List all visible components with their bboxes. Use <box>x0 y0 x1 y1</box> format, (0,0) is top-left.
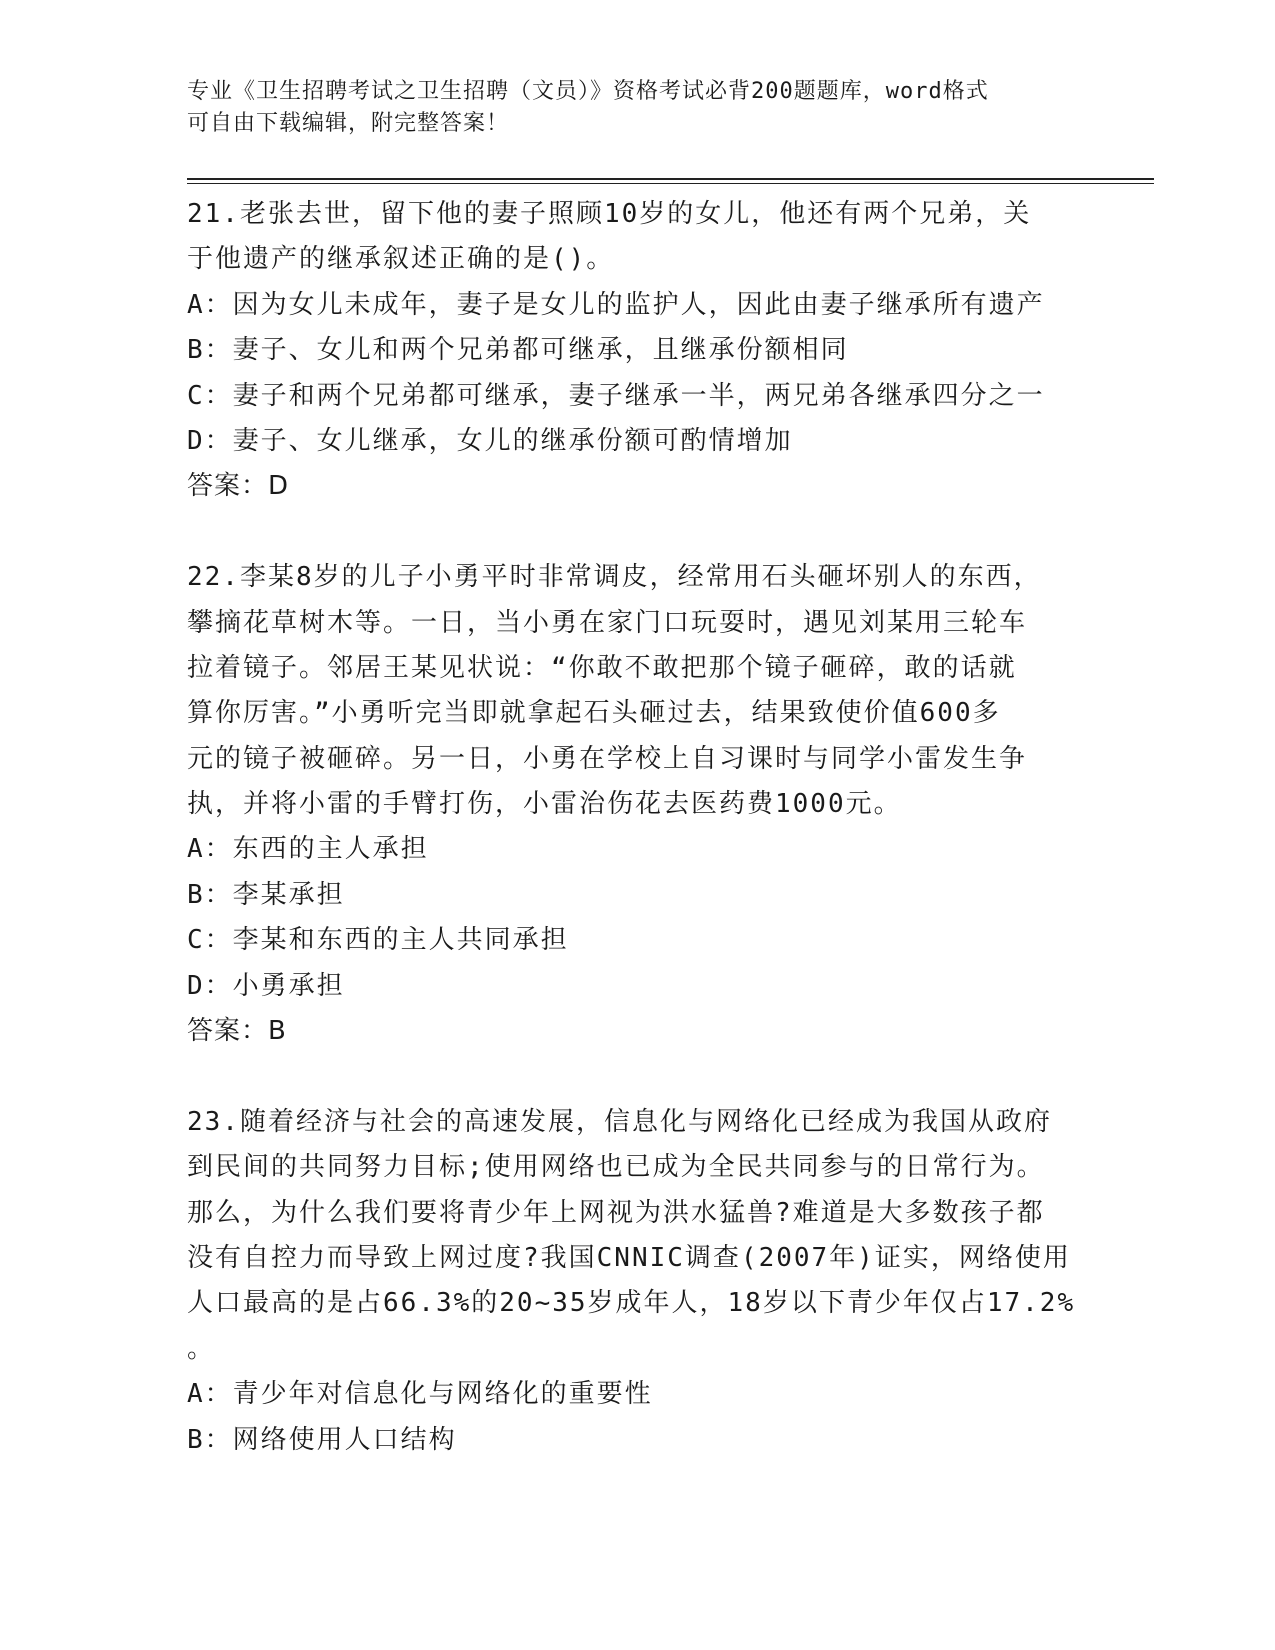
header-divider-thick <box>187 178 1154 180</box>
option-a: A：因为女儿未成年，妻子是女儿的监护人，因此由妻子继承所有遗产 <box>187 289 1045 320</box>
option-c: C：李某和东西的主人共同承担 <box>187 925 569 956</box>
question-22 <box>187 555 1087 1054</box>
question-stem-line: 攀摘花草树木等。一日，当小勇在家门口玩耍时，遇见刘某用三轮车 <box>187 607 1028 638</box>
option-d: D：小勇承担 <box>187 970 345 1001</box>
answer-label: 答案：B <box>187 1016 287 1047</box>
question-23 <box>187 1100 1087 1463</box>
option-a: A：青少年对信息化与网络化的重要性 <box>187 1379 653 1410</box>
question-stem-line: 执，并将小雷的手臂打伤，小雷治伤花去医药费1000元。 <box>187 789 902 820</box>
question-stem-line: 人口最高的是占66.3%的20~35岁成年人，18岁以下青少年仅占17.2% <box>187 1288 1076 1319</box>
question-stem-line: 22.李某8岁的儿子小勇平时非常调皮，经常用石头砸坏别人的东西， <box>187 562 1042 593</box>
header-divider-thin <box>187 183 1154 184</box>
answer-label: 答案：D <box>187 471 290 502</box>
question-stem-line: 21.老张去世，留下他的妻子照顾10岁的女儿，他还有两个兄弟，关 <box>187 199 1032 229</box>
question-stem-line: 算你厉害。”小勇听完当即就拿起石头砸过去，结果致使价值600多 <box>187 698 1001 729</box>
question-stem-line: 那么，为什么我们要将青少年上网视为洪水猛兽?难道是大多数孩子都 <box>187 1197 1045 1228</box>
question-stem-line: 到民间的共同努力目标;使用网络也已成为全民共同参与的日常行为。 <box>187 1152 1045 1183</box>
option-a: A：东西的主人承担 <box>187 834 429 865</box>
question-stem-line: 元的镜子被砸碎。另一日，小勇在学校上自习课时与同学小雷发生争 <box>187 743 1028 774</box>
option-b: B：妻子、女儿和两个兄弟都可继承，且继承份额相同 <box>187 335 849 366</box>
header-line-2: 可自由下载编辑，附完整答案！ <box>187 111 510 136</box>
question-list <box>187 192 1087 1463</box>
question-spacer <box>187 510 1087 555</box>
option-b: B：网络使用人口结构 <box>187 1424 457 1455</box>
header-line-1: 专业《卫生招聘考试之卫生招聘（文员）》资格考试必背200题题库，word格式 <box>187 79 989 104</box>
question-spacer <box>187 1054 1087 1099</box>
option-b: B：李某承担 <box>187 879 345 910</box>
question-21 <box>187 192 1087 510</box>
question-stem-line: 。 <box>187 1333 216 1364</box>
option-d: D：妻子、女儿继承，女儿的继承份额可酌情增加 <box>187 425 793 456</box>
question-stem-line: 没有自控力而导致上网过度?我国CNNIC调查(2007年)证实，网络使用 <box>187 1242 1071 1273</box>
question-stem-line: 于他遗产的继承叙述正确的是()。 <box>187 244 615 275</box>
option-c: C：妻子和两个兄弟都可继承，妻子继承一半，两兄弟各继承四分之一 <box>187 380 1045 411</box>
question-stem-line: 拉着镜子。邻居王某见状说：“你敢不敢把那个镜子砸碎，敢的话就 <box>187 652 1017 683</box>
question-stem-line: 23.随着经济与社会的高速发展，信息化与网络化已经成为我国从政府 <box>187 1106 1052 1137</box>
document-header <box>187 76 1067 140</box>
